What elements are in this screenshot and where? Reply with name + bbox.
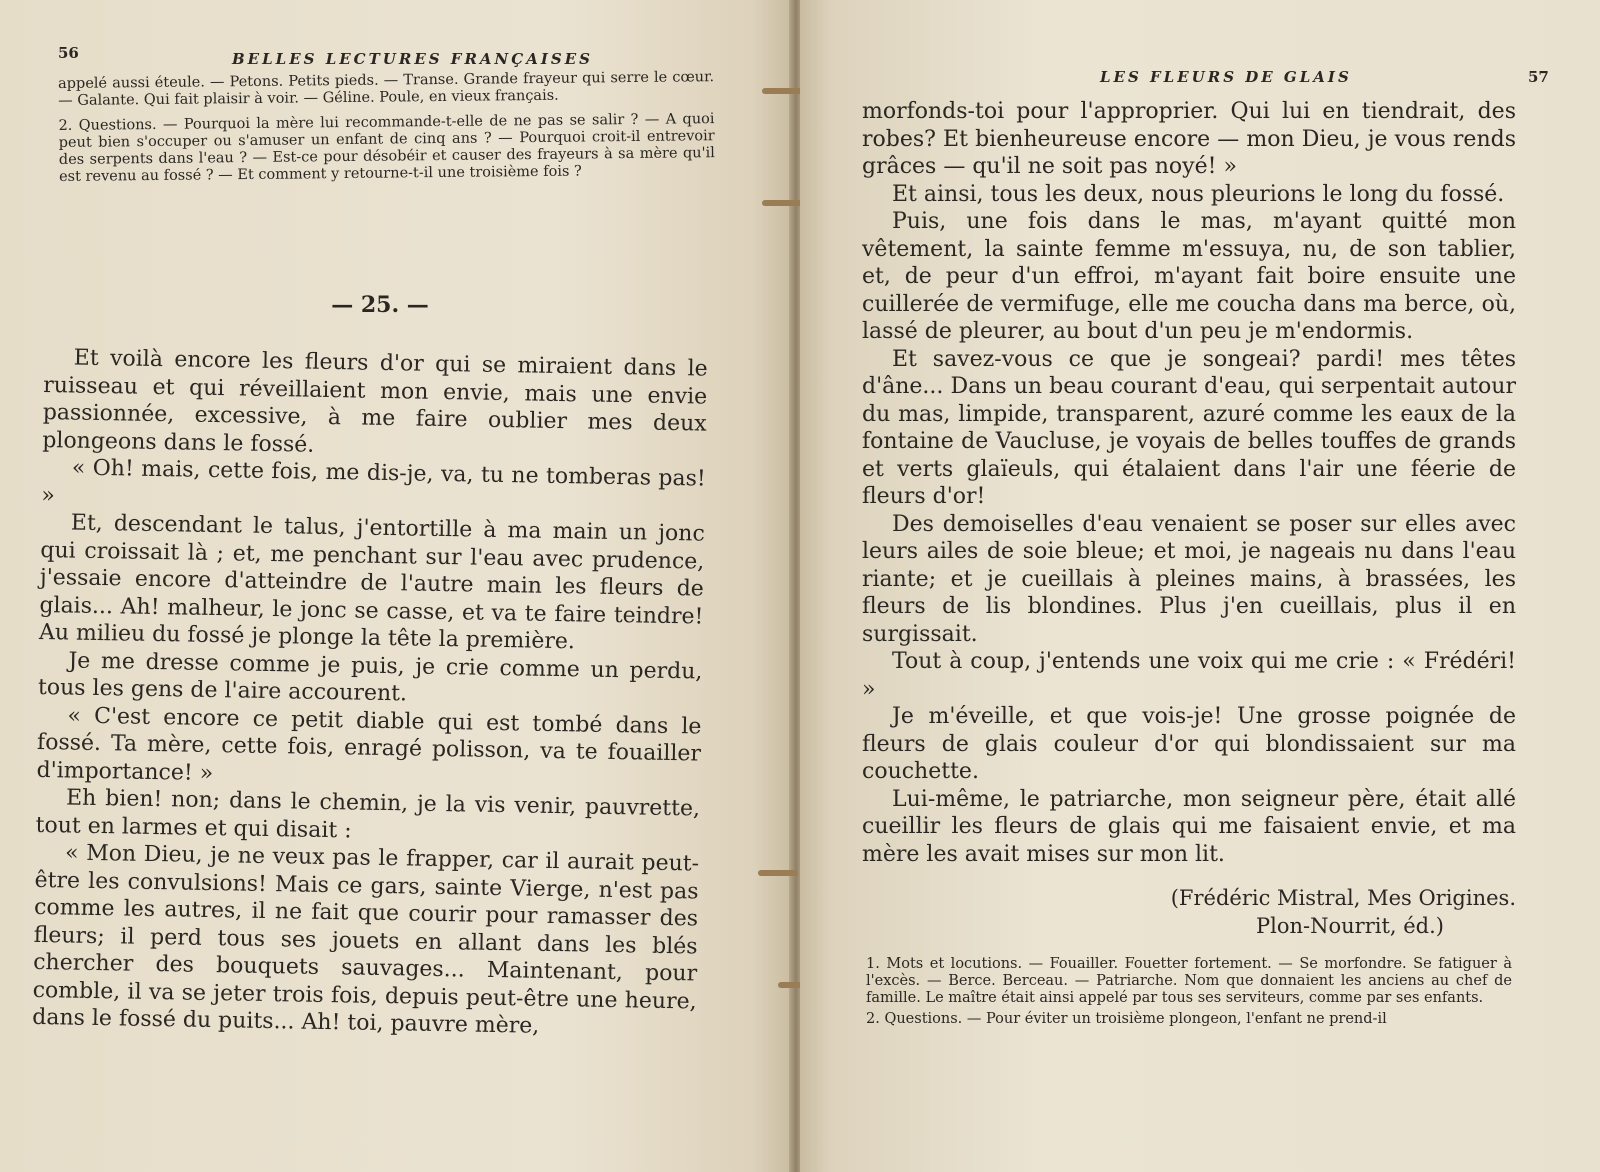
paragraph: « Mon Dieu, je ne veux pas le frapper, car il aurait peut-être les convulsions! Mais ce gars, sainte Vierge, n'est pas comme les autres, il ne fait que courir pour ramasser des fleurs; il perd tous ses jouets en allant dans les blés chercher des bouquets sauvages... Maintenant, pour comble, il va se jeter trois fois, depuis peut-être une heure, dans le fossé du puits... Ah! toi, pauvre mère, xyxy=(32,840,700,1039)
paragraph: Lui-même, le patriarche, mon seigneur père, était allé cueillir les fleurs de glais qui me faisaient envie, et ma mère les avait mises sur mon lit. xyxy=(862,786,1516,867)
binding-stitch xyxy=(762,88,802,94)
attribution-publisher: Plon-Nourrit, éd.) xyxy=(1256,914,1444,938)
footnote-vocabulary: 1. Mots et locutions. — Fouailler. Fouetter fortement. — Se morfondre. Se fatiguer à l'excès. — Berce. Berceau. — Patriarche. Nom que donnaient les anciens au chef de famille. Le maître était ainsi appelé par tous ses serviteurs, comme par ses enfants. xyxy=(866,956,1512,1006)
paragraph: Je m'éveille, et que vois-je! Une grosse poignée de fleurs de glais couleur d'or qui blondissaient sur ma couchette. xyxy=(862,704,1516,784)
binding-stitch xyxy=(758,870,798,876)
paragraph: Je me dresse comme je puis, je crie comme un perdu, tous les gens de l'aire accourent. xyxy=(37,647,703,707)
binding-stitch xyxy=(762,200,802,206)
footnotes xyxy=(866,956,1512,1028)
left-page xyxy=(0,0,792,1172)
right-page xyxy=(800,0,1600,1172)
paragraph: Et voilà encore les fleurs d'or qui se miraient dans le ruisseau et qui réveillaient mon envie, mais une envie passionnée, excessive, à me faire oublier mes deux plongeons dans le fossé. xyxy=(42,345,708,458)
paragraph: Eh bien! non; dans le chemin, je la vis venir, pauvrette, tout en larmes et qui disait : xyxy=(35,785,701,843)
footnote-questions: 2. Questions. — Pourquoi la mère lui recommande-t-elle de ne pas se salir ? — A quoi peut bien s'occuper ou s'amuser un enfant de cinq ans ? — Pourquoi croit-il entrevoir des serpents dans l'eau ? — Est-ce pour désobéir et causer des frayeurs à sa mère qu'il est revenu au fossé ? — Et comment y retourne-t-il une troisième fois ? xyxy=(58,111,715,185)
left-body-text xyxy=(32,344,708,1043)
page-number: 56 xyxy=(58,44,79,62)
paragraph: Et savez-vous ce que je songeai? pardi! mes têtes d'âne... Dans un beau courant d'eau, qui serpentait autour du mas, limpide, transparent, azuré comme les eaux de la fontaine de Vaucluse, je voyais de belles touffes de grands et verts glaïeuls, qui étalaient dans l'air une féerie de fleurs d'or! xyxy=(862,346,1516,509)
paragraph: « C'est encore ce petit diable qui est tombé dans le fossé. Ta mère, cette fois, enragé polisson, va te fouailler d'importance! » xyxy=(36,702,702,786)
attribution-line: (Frédéric Mistral, Mes Origines. xyxy=(1170,886,1516,910)
footnotes xyxy=(58,69,715,186)
running-header: BELLES LECTURES FRANÇAISES xyxy=(232,50,593,68)
footnote-vocabulary: appelé aussi éteule. — Petons. Petits pieds. — Transe. Grande frayeur qui serre le cœur. — Galante. Qui fait plaisir à voir. — Géline. Poule, en vieux français. xyxy=(58,69,715,109)
paragraph: « Oh! mais, cette fois, me dis-je, va, tu ne tomberas pas! » xyxy=(41,455,706,508)
paragraph: Puis, une fois dans le mas, m'ayant quitté mon vêtement, la sainte femme m'essuya, nu, de son tablier, et, de peur d'un effroi, m'ayant fait boire ensuite une cuillerée de vermifuge, elle me coucha dans ma berce, où, lassé de pleurer, au bout d'un peu je m'endormis. xyxy=(862,209,1516,344)
paragraph: morfonds-toi pour l'approprier. Qui lui en tiendrait, des robes? Et bienheureuse encore — mon Dieu, je vous rends grâces — qu'il ne soit pas noyé! » xyxy=(862,99,1516,179)
paragraph: Tout à coup, j'entends une voix qui me crie : « Frédéri! » xyxy=(862,649,1516,702)
paragraph: Et, descendant le talus, j'entortille à ma main un jonc qui croissait là ; et, me penchant sur l'eau avec prudence, j'essaie encore d'atteindre de l'autre main les fleurs de glais... Ah! malheur, le jonc se casse, et va te faire teindre! Au milieu du fossé je plonge la tête la première. xyxy=(38,510,706,655)
running-header: LES FLEURS DE GLAIS xyxy=(1100,68,1352,86)
section-number: — 25. — xyxy=(331,292,429,318)
paragraph: Et ainsi, tous les deux, nous pleurions le long du fossé. xyxy=(892,181,1505,207)
paragraph: Des demoiselles d'eau venaient se poser sur elles avec leurs ailes de soie bleue; et moi, je nageais nu dans l'eau riante; et je cueillais à pleines mains, à brassées, les fleurs de lis blondines. Plus j'en cueillais, plus il en surgissait. xyxy=(862,511,1516,647)
page-number: 57 xyxy=(1528,68,1549,86)
footnote-questions: 2. Questions. — Pour éviter un troisième plongeon, l'enfant ne prend-il xyxy=(866,1011,1387,1027)
right-body-text xyxy=(862,98,1516,940)
